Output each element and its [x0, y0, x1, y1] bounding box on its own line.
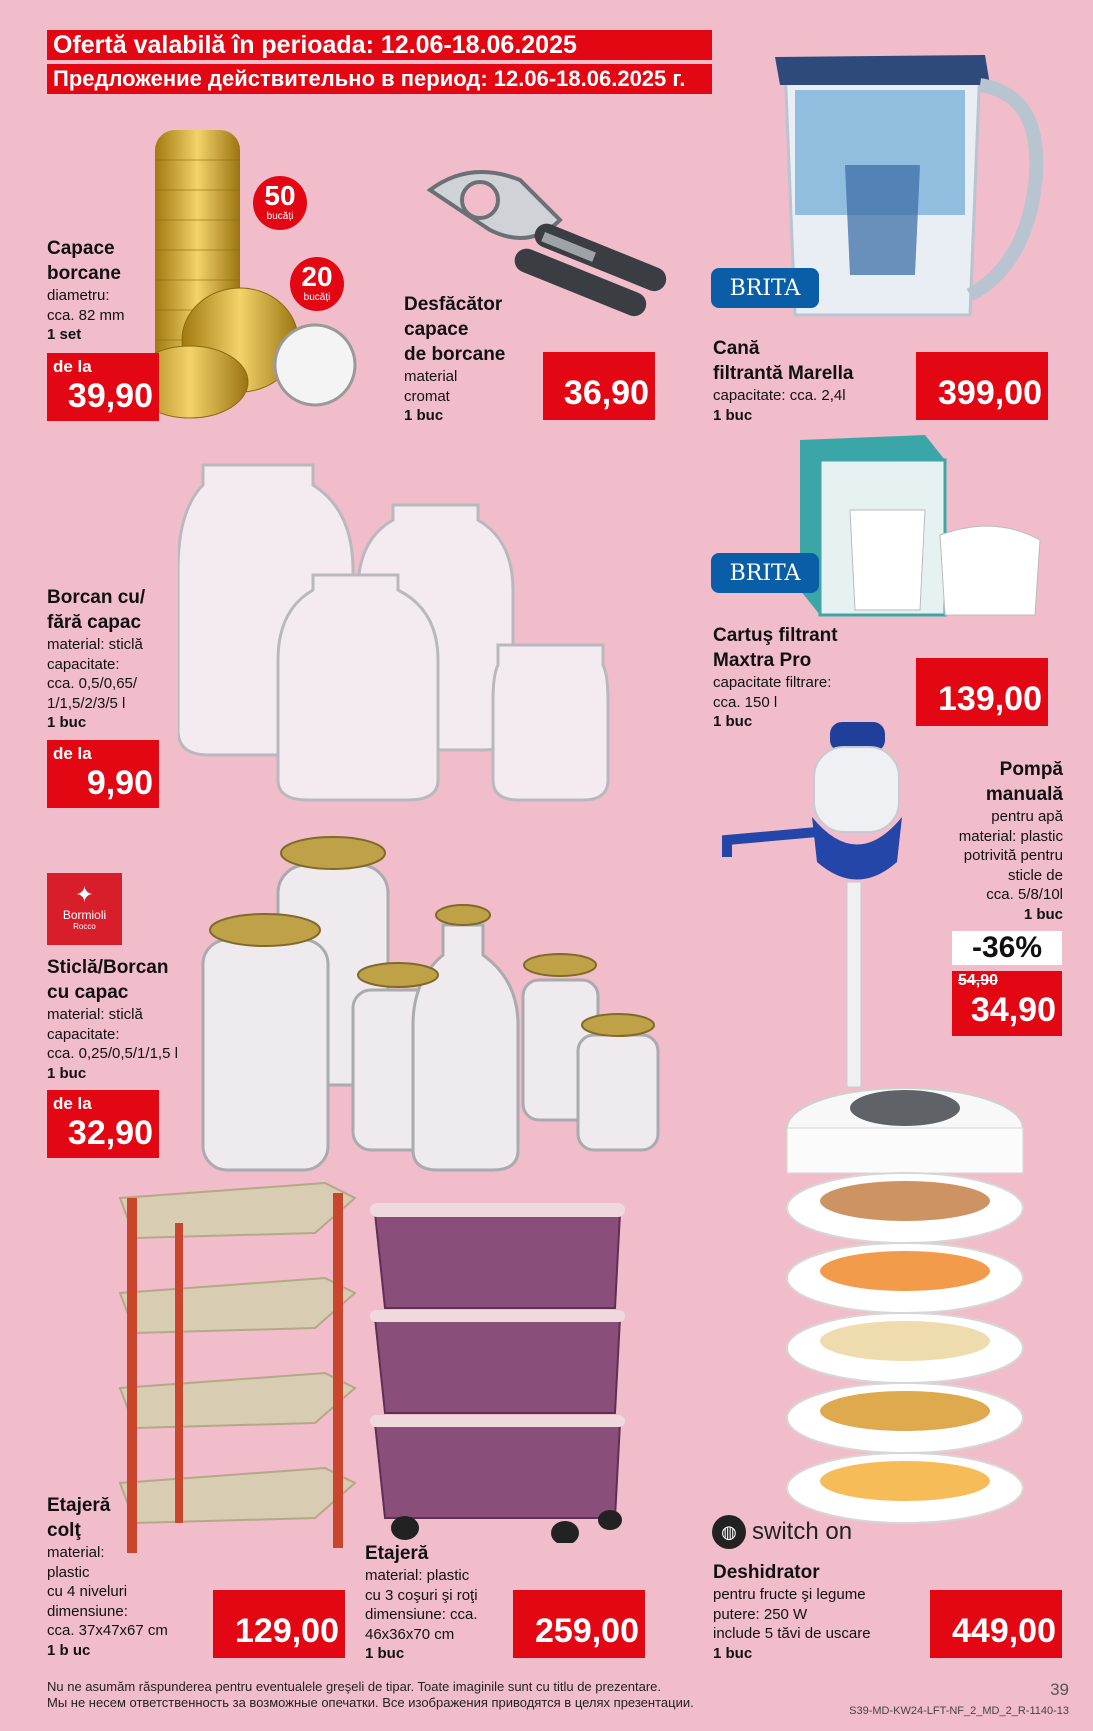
lids-info: Capace borcane diametru: cca. 82 mm 1 set — [47, 236, 197, 345]
pump-old-price: 54,90 — [958, 972, 999, 989]
pitcher-price: 399,00 — [916, 352, 1048, 420]
bormioli-logo: ✦ Bormioli Rocco — [47, 873, 122, 945]
pump-discount-badge: -36% — [952, 931, 1062, 965]
star-icon: ✦ — [75, 882, 94, 907]
brita-logo: BRITA — [711, 268, 819, 308]
opener-info: Desfăcător capace de borcane material cromat 1 buc — [404, 294, 506, 424]
lids-title-2: borcane — [47, 263, 121, 284]
brita-logo-2: BRITA — [711, 553, 819, 593]
pitcher-info: Cană filtrantă Marella capacitate: cca. 2,4l 1 buc — [713, 338, 854, 424]
dehydrator-price: 449,00 — [930, 1590, 1062, 1658]
cartridge-info: Cartuş filtrant Maxtra Pro capacitate filtrare: cca. 150 l 1 buc — [713, 625, 838, 730]
page-code: S39-MD-KW24-LFT-NF_2_MD_2_R-1140-13 — [849, 1705, 1069, 1717]
corner-shelf-info: Etajeră colţ material: plastic cu 4 niveluri dimensiune: cca. 37x47x67 cm 1 b uc — [47, 1495, 168, 1659]
jars-price: de la 9,90 — [47, 740, 159, 808]
footer-disclaimer: Nu ne asumăm răspunderea pentru eventualele greşeli de tipar. Toate imaginile sunt cu titlu de prezentare. Мы не несем ответственность за возможные опечатки. Все изображения приводятся в целях презентации. — [47, 1679, 694, 1710]
basket-shelf-image — [370, 1198, 630, 1543]
lids-title: Capace — [47, 238, 115, 259]
bormioli-jars-image — [198, 835, 663, 1175]
brita-cartridge-image — [795, 430, 1050, 620]
badge-50-pieces: 50 bucăți — [253, 176, 307, 230]
bormioli-info: Sticlă/Borcan cu capac material: sticlă capacitate: cca. 0,25/0,5/1/1,5 l 1 buc — [47, 957, 178, 1082]
page-number: 39 — [1050, 1680, 1069, 1699]
offer-banner-ro: Ofertă valabilă în perioada: 12.06-18.06.2025 — [47, 30, 712, 60]
glass-jars-image — [178, 460, 618, 805]
pump-info: Pompă manuală pentru apă material: plastic potrivită pentru sticle de cca. 5/8/10l 1 buc — [958, 759, 1063, 923]
switchon-logo: ◍ switch on — [712, 1513, 852, 1551]
corner-shelf-price: 129,00 — [213, 1590, 345, 1658]
dehydrator-info: Deshidrator pentru fructe şi legume putere: 250 W include 5 tăvi de uscare 1 buc — [713, 1562, 871, 1662]
jars-info: Borcan cu/ fără capac material: sticlă capacitate: cca. 0,5/0,65/ 1/1,5/2/3/5 l 1 buc — [47, 587, 146, 731]
switchon-icon: ◍ — [712, 1515, 746, 1549]
offer-banner-ru: Предложение действительно в период: 12.06-18.06.2025 г. — [47, 64, 712, 94]
lids-price: de la 39,90 — [47, 353, 159, 421]
dehydrator-image — [780, 1078, 1030, 1528]
cartridge-price: 139,00 — [916, 658, 1048, 726]
basket-shelf-info: Etajeră material: plastic cu 3 coşuri şi roţi dimensiune: cca. 46x36x70 cm 1 buc — [365, 1543, 478, 1662]
basket-shelf-price: 259,00 — [513, 1590, 645, 1658]
pump-price: 54,90 34,90 — [952, 971, 1062, 1036]
badge-20-pieces: 20 bucăți — [290, 257, 344, 311]
bormioli-price: de la 32,90 — [47, 1090, 159, 1158]
opener-price: 36,90 — [543, 352, 655, 420]
